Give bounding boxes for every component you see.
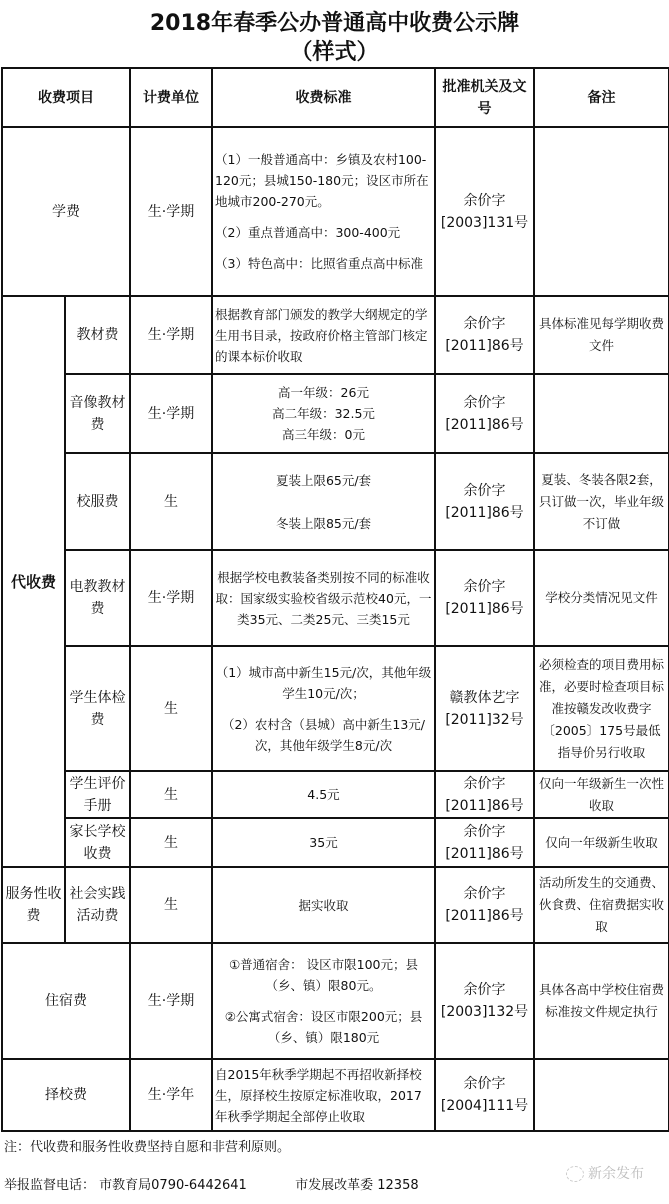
header-standard: 收费标准: [212, 68, 435, 127]
note-cell: [534, 374, 669, 453]
note-cell: 夏装、冬装各限2套，只订做一次，毕业年级不订做: [534, 453, 669, 550]
table-row: [2, 818, 669, 867]
authority-cell: 赣教体艺字 [2011]32号: [435, 646, 534, 771]
standard-cell: （1）一般普通高中：乡镇及农村100-120元；县城150-180元；设区市所在地城市200-270元。 （2）重点普通高中：300-400元 （3）特色高中：比照省重点高中标准: [212, 127, 435, 296]
watermark-text: 新余发布: [588, 1166, 644, 1182]
hotline-development: 市发展改革委 12358: [295, 1178, 419, 1193]
wechat-icon: [566, 1166, 584, 1182]
unit-cell: 生: [130, 818, 212, 867]
note-cell: 具体标准见每学期收费文件: [534, 296, 669, 374]
unit-cell: 生: [130, 867, 212, 943]
category-dai: 代收费: [2, 296, 65, 867]
header-note: 备注: [534, 68, 669, 127]
header-item: 收费项目: [2, 68, 130, 127]
standard-cell: 35元: [212, 818, 435, 867]
standard-cell: 高一年级：26元 高二年级：32.5元 高三年级：0元: [212, 374, 435, 453]
unit-cell: 生·学年: [130, 1059, 212, 1131]
table-row: [2, 296, 669, 374]
note-cell: 仅向一年级新生一次性收取: [534, 771, 669, 818]
standard-cell: ①普通宿舍： 设区市限100元；县（乡、镇）限80元。 ②公寓式宿舍：设区市限200元；县（乡、镇）限180元: [212, 943, 435, 1059]
note-cell: 学校分类情况见文件: [534, 550, 669, 646]
item-cell: 校服费: [65, 453, 130, 550]
standard-cell: 根据学校电教装备类别按不同的标准收取：国家级实验校省级示范校40元，一类35元、二类25元、三类15元: [212, 550, 435, 646]
item-cell: 择校费: [2, 1059, 130, 1131]
item-cell: 住宿费: [2, 943, 130, 1059]
category-service: 服务性收费: [2, 867, 65, 943]
item-cell: 学生评价手册: [65, 771, 130, 818]
standard-cell: 据实收取: [212, 867, 435, 943]
footer-hotline: [4, 1174, 419, 1193]
unit-cell: 生·学期: [130, 943, 212, 1059]
page-title: 2018年春季公办普通高中收费公示牌: [149, 11, 520, 36]
standard-cell: 夏装上限65元/套 冬装上限85元/套: [212, 453, 435, 550]
note-cell: 仅向一年级新生收取: [534, 818, 669, 867]
standard-cell: （1）城市高中新生15元/次，其他年级学生10元/次； （2）农村含（县城）高中新生13元/次，其他年级学生8元/次: [212, 646, 435, 771]
unit-cell: 生·学期: [130, 374, 212, 453]
authority-cell: 余价字 [2011]86号: [435, 453, 534, 550]
authority-cell: 余价字 [2003]131号: [435, 127, 534, 296]
authority-cell: 余价字 [2011]86号: [435, 771, 534, 818]
table-row: [2, 453, 669, 550]
table-row: [2, 943, 669, 1059]
table-row: [2, 550, 669, 646]
hotline-label: 举报监督电话：: [4, 1178, 96, 1193]
item-cell: 教材费: [65, 296, 130, 374]
hotline-education: 市教育局0790-6442641: [99, 1178, 247, 1193]
authority-cell: 余价字 [2011]86号: [435, 867, 534, 943]
note-cell: 具体各高中学校住宿费标准按文件规定执行: [534, 943, 669, 1059]
table-row: [2, 646, 669, 771]
authority-cell: 余价字 [2011]86号: [435, 374, 534, 453]
item-cell: 音像教材费: [65, 374, 130, 453]
item-cell: 学生体检费: [65, 646, 130, 771]
table-row: [2, 127, 669, 296]
watermark: [566, 1163, 644, 1183]
page-subtitle: （样式）: [290, 40, 379, 65]
note-cell: [534, 1059, 669, 1131]
table-header-row: [2, 68, 669, 127]
item-cell: 电教教材费: [65, 550, 130, 646]
unit-cell: 生·学期: [130, 550, 212, 646]
table-row: [2, 1059, 669, 1131]
note-cell: [534, 127, 669, 296]
authority-cell: 余价字 [2011]86号: [435, 818, 534, 867]
unit-cell: 生: [130, 771, 212, 818]
authority-cell: 余价字 [2003]132号: [435, 943, 534, 1059]
unit-cell: 生·学期: [130, 296, 212, 374]
header-authority: 批准机关及文号: [435, 68, 534, 127]
table-row: [2, 867, 669, 943]
authority-cell: 余价字 [2004]111号: [435, 1059, 534, 1131]
authority-cell: 余价字 [2011]86号: [435, 296, 534, 374]
item-cell: 学费: [2, 127, 130, 296]
note-cell: 必须检查的项目费用标准，必要时检查项目标准按赣发改收费字〔2005〕175号最低指导价另行收取: [534, 646, 669, 771]
unit-cell: 生·学期: [130, 127, 212, 296]
fee-table: [1, 67, 669, 1132]
item-cell: 家长学校收费: [65, 818, 130, 867]
table-row: [2, 374, 669, 453]
footer-remark: 注：代收费和服务性收费坚持自愿和非营利原则。: [4, 1140, 291, 1155]
standard-cell: 自2015年秋季学期起不再招收新择校生，原择校生按原定标准收取，2017年秋季学期起全部停止收取: [212, 1059, 435, 1131]
note-cell: 活动所发生的交通费、伙食费、住宿费据实收取: [534, 867, 669, 943]
table-row: [2, 771, 669, 818]
header-unit: 计费单位: [130, 68, 212, 127]
standard-cell: 根据教育部门颁发的教学大纲规定的学生用书目录，按政府价格主管部门核定的课本标价收取: [212, 296, 435, 374]
authority-cell: 余价字 [2011]86号: [435, 550, 534, 646]
unit-cell: 生: [130, 646, 212, 771]
standard-cell: 4.5元: [212, 771, 435, 818]
item-cell: 社会实践活动费: [65, 867, 130, 943]
unit-cell: 生: [130, 453, 212, 550]
